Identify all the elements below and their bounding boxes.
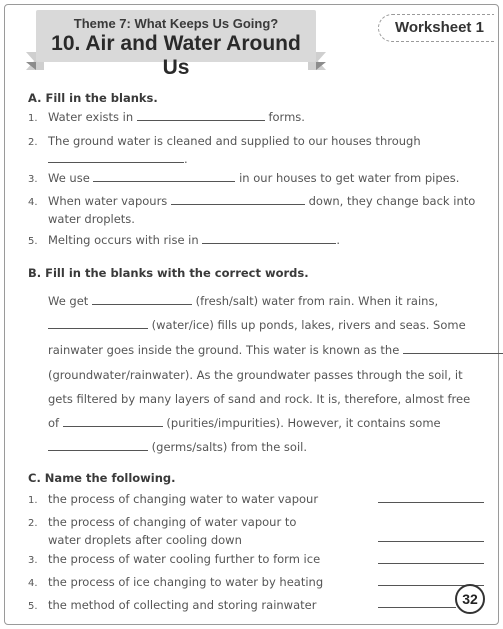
question-number: 5. bbox=[28, 236, 38, 247]
answer-line[interactable] bbox=[378, 541, 484, 542]
answer-blank[interactable] bbox=[137, 111, 265, 121]
answer-blank[interactable] bbox=[403, 344, 503, 354]
paragraph-line bbox=[48, 294, 438, 308]
banner-fold-right bbox=[316, 62, 326, 70]
question-number: 1. bbox=[28, 495, 38, 506]
answer-blank[interactable] bbox=[92, 295, 192, 305]
question-a4 bbox=[28, 193, 475, 227]
question-number: 2. bbox=[28, 518, 38, 529]
question-c4 bbox=[28, 574, 323, 592]
paragraph-text: (groundwater/rainwater). As the groundwater passes through the soil, it bbox=[48, 368, 463, 382]
question-a2 bbox=[28, 133, 421, 167]
question-c5 bbox=[28, 597, 316, 615]
question-text: the process of changing of water vapour to bbox=[48, 515, 297, 529]
question-a3 bbox=[28, 170, 459, 188]
question-c2 bbox=[28, 514, 296, 548]
paragraph-line bbox=[48, 368, 463, 382]
paragraph-text: rainwater goes inside the ground. This water is known as the bbox=[48, 343, 400, 357]
question-text: Melting occurs with rise in bbox=[48, 233, 199, 247]
question-text: water droplets. bbox=[48, 212, 135, 226]
question-c1 bbox=[28, 491, 318, 509]
question-text: The ground water is cleaned and supplied to our houses through bbox=[48, 134, 421, 148]
question-text: the method of collecting and storing rainwater bbox=[48, 598, 317, 612]
question-a1 bbox=[28, 109, 305, 127]
section-b-heading: B. Fill in the blanks with the correct words. bbox=[28, 266, 309, 280]
answer-blank[interactable] bbox=[171, 195, 305, 205]
page-number: 32 bbox=[455, 584, 485, 614]
answer-line[interactable] bbox=[378, 607, 456, 608]
answer-blank[interactable] bbox=[93, 172, 235, 182]
question-text: . bbox=[336, 233, 340, 247]
title-banner bbox=[26, 10, 326, 79]
answer-blank[interactable] bbox=[63, 417, 163, 427]
question-text: Water exists in bbox=[48, 110, 134, 124]
question-number: 5. bbox=[28, 601, 38, 612]
paragraph-text: We get bbox=[48, 294, 89, 308]
paragraph-text: (purities/impurities). However, it contains some bbox=[166, 416, 441, 430]
question-text: down, they change back into bbox=[308, 194, 476, 208]
question-number: 4. bbox=[28, 197, 38, 208]
question-c3 bbox=[28, 551, 320, 569]
section-c-heading: C. Name the following. bbox=[28, 471, 176, 485]
answer-blank[interactable] bbox=[48, 441, 148, 451]
question-number: 4. bbox=[28, 578, 38, 589]
question-text: We use bbox=[48, 171, 90, 185]
paragraph-text: (germs/salts) from the soil. bbox=[151, 440, 308, 454]
paragraph-line bbox=[48, 416, 441, 430]
question-text: When water vapours bbox=[48, 194, 168, 208]
question-number: 2. bbox=[28, 137, 38, 148]
question-text: water droplets after cooling down bbox=[48, 533, 242, 547]
paragraph-line bbox=[48, 318, 466, 332]
answer-blank[interactable] bbox=[48, 153, 184, 163]
paragraph-text: (fresh/salt) water from rain. When it rains, bbox=[195, 294, 439, 308]
answer-line[interactable] bbox=[378, 502, 484, 503]
answer-blank[interactable] bbox=[48, 319, 148, 329]
paragraph-line bbox=[48, 440, 307, 454]
paragraph-text: gets filtered by many layers of sand and rock. It is, therefore, almost free bbox=[48, 392, 471, 406]
theme-title: Theme 7: What Keeps Us Going? bbox=[73, 16, 279, 31]
question-text: . bbox=[184, 152, 188, 166]
question-text: the process of water cooling further to form ice bbox=[48, 552, 321, 566]
question-a5 bbox=[28, 232, 340, 250]
paragraph-text: (water/ice) fills up ponds, lakes, rivers and seas. Some bbox=[151, 318, 466, 332]
question-text: forms. bbox=[268, 110, 305, 124]
answer-line[interactable] bbox=[378, 563, 484, 564]
paragraph-text: of bbox=[48, 416, 60, 430]
section-a-heading: A. Fill in the blanks. bbox=[28, 91, 158, 105]
question-text: the process of ice changing to water by heating bbox=[48, 575, 324, 589]
chapter-title: 10. Air and Water Around Us bbox=[51, 32, 301, 79]
paragraph-line bbox=[48, 392, 470, 406]
paragraph-line bbox=[48, 343, 503, 357]
worksheet-label: Worksheet 1 bbox=[378, 14, 494, 42]
question-number: 3. bbox=[28, 555, 38, 566]
question-text: in our houses to get water from pipes. bbox=[239, 171, 460, 185]
question-number: 3. bbox=[28, 174, 38, 185]
question-text: the process of changing water to water vapour bbox=[48, 492, 319, 506]
banner-fold-left bbox=[26, 62, 36, 70]
answer-blank[interactable] bbox=[202, 234, 336, 244]
question-number: 1. bbox=[28, 113, 38, 124]
